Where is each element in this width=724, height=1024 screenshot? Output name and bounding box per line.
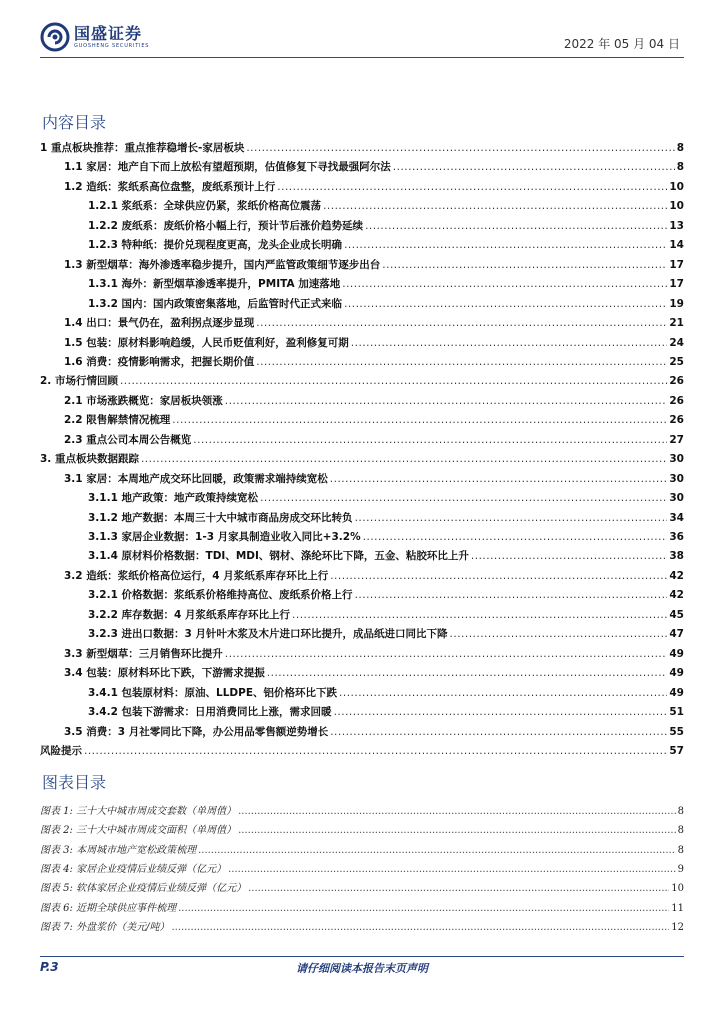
toc-entry[interactable] — [40, 412, 684, 431]
toc-entry[interactable] — [40, 510, 684, 529]
toc-entry-label: 1 重点板块推荐：重点推荐稳增长-家居板块 — [40, 142, 245, 154]
toc-leader-dots — [225, 395, 668, 407]
toc-entry-page: 14 — [669, 239, 684, 252]
toc-entry[interactable] — [40, 432, 684, 451]
page-number: P.3 — [40, 960, 59, 974]
toc-entry[interactable] — [40, 198, 684, 217]
toc-entry-page: 26 — [669, 414, 684, 427]
toc-entry-label: 2. 市场行情回顾 — [40, 375, 118, 388]
figure-entry-label: 图表 2: 三十大中城市周成交面积（单周值） — [40, 825, 237, 837]
toc-entry-label: 3.2.2 库存数据：4 月浆纸系库存环比上行 — [88, 608, 291, 621]
toc-entry[interactable] — [40, 335, 684, 354]
toc-entry-page: 45 — [669, 608, 684, 621]
toc-leader-dots — [450, 628, 668, 640]
toc-leader-dots — [330, 570, 667, 582]
toc-leader-dots — [382, 259, 667, 271]
toc-entry-label: 1.3.2 国内：国内政策密集落地，后监管时代正式来临 — [88, 297, 343, 310]
figure-leader-dots — [198, 845, 676, 856]
toc-entry-page: 51 — [669, 706, 684, 719]
toc-entry-label: 1.5 包装：原材料影响趋缓，人民币贬值利好，盈利修复可期 — [64, 336, 349, 349]
toc-leader-dots — [246, 142, 674, 154]
toc-entry[interactable] — [40, 315, 684, 334]
toc-entry-page: 21 — [669, 317, 684, 330]
toc-entry-page: 24 — [669, 336, 684, 349]
toc-entry-page: 49 — [669, 667, 684, 680]
toc-leader-dots — [330, 473, 668, 485]
figure-entry-page: 11 — [671, 902, 684, 914]
toc-entry-page: 47 — [669, 628, 684, 641]
toc-leader-dots — [267, 667, 668, 679]
toc-entry-page: 30 — [669, 492, 684, 505]
toc-entry[interactable] — [40, 393, 684, 412]
toc-leader-dots — [277, 181, 667, 193]
toc-entry-page: 38 — [669, 550, 684, 563]
toc-entry-label: 2.1 市场涨跌概览：家居板块领涨 — [64, 394, 223, 407]
toc-entry[interactable] — [40, 257, 684, 276]
toc-entry-label: 1.1 家居：地产自下而上放松有望超预期，估值修复下寻找最强阿尔法 — [64, 161, 391, 174]
toc-leader-dots — [355, 589, 668, 601]
toc-leader-dots — [334, 706, 668, 718]
toc-entry-label: 风险提示 — [40, 744, 82, 757]
toc-leader-dots — [344, 239, 667, 251]
toc-entry-label: 3.4 包装：原材料环比下跌，下游需求提振 — [64, 667, 265, 680]
figure-entry-label: 图表 5: 软体家居企业疫情后业绩反弹（亿元） — [40, 883, 247, 895]
toc-entry[interactable] — [40, 237, 684, 256]
toc-entry-page: 19 — [669, 297, 684, 310]
toc-entry[interactable] — [40, 529, 684, 548]
toc-entry-page: 8 — [676, 161, 684, 174]
toc-leader-dots — [355, 512, 668, 524]
figure-entry[interactable] — [40, 802, 684, 821]
toc-entry[interactable] — [40, 296, 684, 315]
figure-entry-page: 8 — [677, 825, 684, 837]
toc-entry[interactable] — [40, 159, 684, 178]
toc-entry-page: 13 — [669, 219, 684, 232]
toc-leader-dots — [365, 220, 667, 232]
toc-entry-label: 2.2 限售解禁情况梳理 — [64, 414, 171, 427]
figure-entry[interactable] — [40, 841, 684, 860]
toc-entry-label: 1.3 新型烟草：海外渗透率稳步提升，国内严监管政策细节逐步出台 — [64, 258, 381, 271]
toc-entry-page: 55 — [669, 725, 684, 738]
toc-entry-label: 3.1.1 地产政策：地产政策持续宽松 — [88, 492, 259, 505]
toc-entry[interactable] — [40, 548, 684, 567]
toc-entry-label: 3.5 消费：3 月社零同比下降，办公用品零售额逆势增长 — [64, 725, 329, 738]
figure-entry[interactable] — [40, 899, 684, 918]
toc-entry[interactable] — [40, 743, 684, 762]
toc-leader-dots — [84, 745, 667, 757]
toc-leader-dots — [330, 726, 667, 738]
toc-entry[interactable] — [40, 471, 684, 490]
report-date: 2022 年 05 月 04 日 — [563, 37, 680, 51]
brand-name-en: GUOSHENG SECURITIES — [74, 42, 150, 49]
toc-leader-dots — [292, 609, 667, 621]
toc-entry-label: 1.2.3 特种纸：提价兑现程度更高，龙头企业成长明确 — [88, 239, 343, 252]
toc-entry-page: 36 — [669, 531, 684, 543]
toc-entry-label: 3.4.1 包装原材料：原油、LLDPE、铝价格环比下跌 — [88, 686, 338, 699]
toc-entry-page: 34 — [669, 511, 684, 524]
toc-leader-dots — [225, 648, 668, 660]
toc-entry-page: 8 — [676, 142, 684, 154]
toc-leader-dots — [172, 414, 667, 426]
toc-leader-dots — [193, 434, 667, 446]
toc-entry-page: 57 — [669, 744, 684, 757]
toc-entry-page: 42 — [669, 569, 684, 582]
toc-entry-label: 3.4.2 包装下游需求：日用消费同比上涨，需求回暖 — [88, 706, 332, 719]
figure-leader-dots — [178, 903, 669, 914]
toc-entry-label: 2.3 重点公司本周公告概览 — [64, 433, 192, 446]
figure-entry-page: 9 — [677, 863, 684, 875]
toc-entry-label: 1.2.1 浆纸系：全球供应仍紧，浆纸价格高位震荡 — [88, 200, 322, 213]
toc-entry[interactable] — [40, 140, 684, 159]
brand-logo — [40, 20, 149, 54]
toc-entry-label: 3.2.3 进出口数据：3 月针叶木浆及木片进口环比提升，成品纸进口同比下降 — [88, 628, 448, 641]
figures-title: 图表目录 — [42, 773, 107, 792]
figure-leader-dots — [171, 922, 669, 933]
toc-entry[interactable] — [40, 373, 684, 392]
toc-entry-label: 3.2 造纸：浆纸价格高位运行，4 月浆纸系库存环比上行 — [64, 569, 329, 582]
figure-entry[interactable] — [40, 918, 684, 937]
toc-entry[interactable] — [40, 724, 684, 743]
figure-entry-page: 10 — [671, 883, 684, 895]
toc-leader-dots — [323, 200, 667, 212]
figure-entry-label: 图表 1: 三十大中城市周成交套数（单周值） — [40, 806, 237, 817]
toc-entry[interactable] — [40, 646, 684, 665]
toc-entry[interactable] — [40, 218, 684, 237]
toc-entry-label: 1.4 出口：景气仍在，盈利拐点逐步显现 — [64, 317, 255, 330]
toc-leader-dots — [256, 356, 667, 368]
toc-entry-page: 25 — [669, 355, 684, 368]
toc-entry[interactable] — [40, 685, 684, 704]
footer-divider — [40, 956, 684, 957]
figure-entry[interactable] — [40, 860, 684, 879]
figure-entry-label: 图表 4: 家居企业疫情后业绩反弹（亿元） — [40, 863, 227, 875]
toc-leader-dots — [363, 531, 668, 543]
toc-entry[interactable] — [40, 704, 684, 723]
toc-entry[interactable] — [40, 607, 684, 626]
toc-entry-label: 1.3.1 海外：新型烟草渗透率提升，PMITA 加速落地 — [88, 278, 341, 291]
brand-emblem-icon — [40, 22, 70, 52]
toc-entry[interactable] — [40, 587, 684, 606]
toc-entry-label: 3. 重点板块数据跟踪 — [40, 453, 139, 466]
toc-leader-dots — [471, 550, 667, 562]
toc-entry[interactable] — [40, 490, 684, 509]
toc-entry-page: 27 — [669, 433, 684, 446]
brand-name-cn: 国盛证券 — [74, 23, 143, 43]
toc-entry[interactable] — [40, 354, 684, 373]
toc-leader-dots — [120, 375, 667, 387]
toc-title: 内容目录 — [42, 113, 107, 132]
toc-entry-page: 26 — [669, 394, 684, 407]
figure-entry-label: 图表 3: 本周城市地产宽松政策梳理 — [40, 844, 197, 856]
toc-entry[interactable] — [40, 276, 684, 295]
toc-entry[interactable] — [40, 626, 684, 645]
toc-leader-dots — [256, 317, 667, 329]
toc-leader-dots — [393, 161, 675, 173]
toc-entry-page: 30 — [669, 453, 684, 466]
header-divider — [40, 57, 684, 58]
toc-entry-label: 3.2.1 价格数据：浆纸系价格维持高位、废纸系价格上行 — [88, 589, 353, 602]
figure-entry-label: 图表 7: 外盘浆价（美元/吨） — [40, 921, 170, 933]
toc-entry-label: 3.1.3 家居企业数据：1-3 月家具制造业收入同比+3.2% — [88, 531, 361, 543]
toc-entry-page: 17 — [669, 258, 684, 271]
figure-entry[interactable] — [40, 821, 684, 840]
toc-entry-page: 26 — [669, 375, 684, 388]
toc-entry[interactable] — [40, 451, 684, 470]
toc-leader-dots — [339, 687, 667, 699]
page-header — [40, 20, 684, 54]
toc-entry-label: 3.1 家居：本周地产成交环比回暖，政策需求端持续宽松 — [64, 472, 328, 485]
toc-entry[interactable] — [40, 568, 684, 587]
disclaimer-note: 请仔细阅读本报告末页声明 — [296, 962, 428, 975]
toc-entry-page: 10 — [669, 200, 684, 213]
toc-entry-label: 3.3 新型烟草：三月销售环比提升 — [64, 647, 223, 660]
toc-entry-label: 1.6 消费：疫情影响需求，把握长期价值 — [64, 355, 255, 368]
toc-entry-label: 3.1.4 原材料价格数据：TDI、MDI、钢材、涤纶环比下降，五金、粘胶环比上升 — [88, 550, 469, 563]
figure-leader-dots — [238, 825, 676, 836]
toc-leader-dots — [260, 492, 667, 504]
toc-entry-label: 3.1.2 地产数据：本周三十大中城市商品房成交环比转负 — [88, 511, 353, 524]
toc-entry-page: 42 — [669, 589, 684, 602]
figure-entry-page: 12 — [671, 921, 684, 933]
toc-entry[interactable] — [40, 665, 684, 684]
toc-leader-dots — [351, 337, 668, 349]
figure-entry-page: 8 — [677, 844, 684, 856]
toc-leader-dots — [141, 453, 667, 465]
toc-entry-page: 30 — [669, 472, 684, 485]
figure-entry-page: 8 — [677, 806, 684, 817]
toc-leader-dots — [342, 278, 667, 290]
figure-leader-dots — [228, 864, 676, 875]
figure-leader-dots — [248, 883, 669, 894]
toc-entry-page: 49 — [669, 686, 684, 699]
toc-entry-label: 1.2.2 废纸系：废纸价格小幅上行，预计节后涨价趋势延续 — [88, 219, 364, 232]
toc-leader-dots — [344, 298, 667, 310]
toc-entry-label: 1.2 造纸：浆纸系高位盘整，废纸系预计上行 — [64, 180, 276, 193]
toc-entry-page: 49 — [669, 647, 684, 660]
toc-entry[interactable] — [40, 179, 684, 198]
figure-entry-label: 图表 6: 近期全球供应事件梳理 — [40, 902, 177, 914]
figure-leader-dots — [238, 806, 676, 817]
toc-entry-page: 10 — [669, 180, 684, 193]
figure-entry[interactable] — [40, 879, 684, 898]
toc-entry-page: 17 — [669, 278, 684, 291]
